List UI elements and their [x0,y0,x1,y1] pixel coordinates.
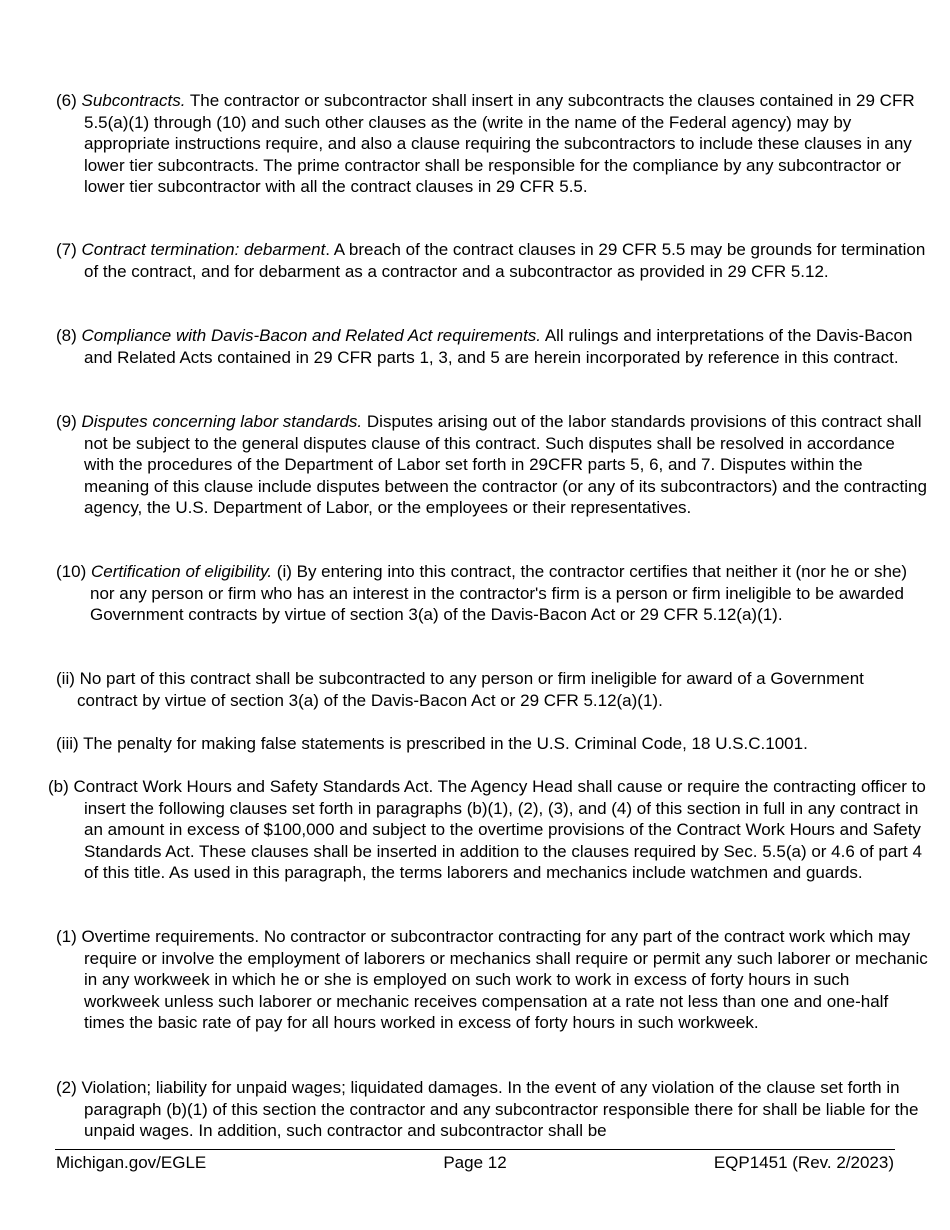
para-label: (10) [56,562,91,581]
paragraph-10-ii [56,668,922,711]
para-label: (6) [56,91,82,110]
para-title: Compliance with Davis-Bacon and Related Act requirements. [81,326,542,345]
footer-left: Michigan.gov/EGLE [56,1153,207,1172]
para-text: (b) Contract Work Hours and Safety Standards Act. The Agency Head shall cause or require the contracting officer to insert the following clauses set forth in paragraphs (b)(1), (2), (3), and (4) of this section in full in any contract in an amount in excess of $100,000 and subject to the overtime provisions of the Contract Work Hours and Safety Standards Act. These clauses shall be inserted in addition to the clauses required by Sec. 5.5(a) or 4.6 of part 4 of this title. As used in this paragraph, the terms laborers and mechanics include watchmen and guards. [48,777,926,883]
para-title: Disputes concerning labor standards. [81,412,363,431]
paragraph-8-davis-bacon-compliance [56,325,929,368]
paragraph-10-certification [56,561,920,626]
para-label: (8) [56,326,82,345]
para-text: (1) Overtime requirements. No contractor or subcontractor contracting for any part of the contract work which may require or involve the employment of laborers or mechanics shall require or permit any such laborer or mechanic in any workweek in which he or she is employed on such work to work in excess of forty hours in such workweek unless such laborer or mechanic receives compensation at a rate not less than one and one-half times the basic rate of pay for all hours worked in excess of forty hours in such workweek. [56,927,928,1033]
para-label: (9) [56,412,82,431]
footer-divider [55,1149,895,1150]
paragraph-b-cwhssa [48,776,937,884]
para-title: Certification of eligibility. [90,562,273,581]
para-text: The contractor or subcontractor shall insert in any subcontracts the clauses contained in 29 CFR 5.5(a)(1) through (10) and such other clauses as the (write in the name of the Federal agency) may by appropriate instructions require, and also a clause requiring the subcontractors to include these clauses in any lower tier subcontracts. The prime contractor shall be responsible for the compliance by any subcontractor or lower tier subcontractor with all the contract clauses in 29 CFR 5.5. [84,91,915,197]
para-text: (2) Violation; liability for unpaid wages; liquidated damages. In the event of any violation of the clause set forth in paragraph (b)(1) of this section the contractor and any subcontractor responsible there for shall be liable for the unpaid wages. In addition, such contractor and subcontractor shall be [56,1078,919,1141]
paragraph-b2-violation [56,1077,929,1142]
para-title: Subcontracts. [81,91,186,110]
para-text: (ii) No part of this contract shall be subcontracted to any person or firm ineligible for award of a Government contract by virtue of section 3(a) of the Davis-Bacon Act or 29 CFR 5.12(a)(1). [56,669,864,710]
para-text: (iii) The penalty for making false statements is prescribed in the U.S. Criminal Code, 18 U.S.C.1001. [56,734,808,753]
para-text: . A breach of the contract clauses in 29 CFR 5.5 may be grounds for termination of the contract, and for debarment as a contractor and a subcontractor as provided in 29 CFR 5.12. [84,240,926,281]
para-text: (i) By entering into this contract, the contractor certifies that neither it (nor he or she) nor any person or firm who has an interest in the contractor's firm is a person or firm ineligible to be awarded Government contracts by virtue of section 3(a) of the Davis-Bacon Act or 29 CFR 5.12(a)(1). [90,562,908,625]
paragraph-9-disputes [56,411,929,519]
para-label: (7) [56,240,82,259]
paragraph-b1-overtime [56,926,929,1034]
footer-page-number: Page 12 [443,1153,507,1172]
paragraph-7-contract-termination [56,239,929,282]
footer-form-number: EQP1451 (Rev. 2/2023) [713,1153,894,1172]
para-text: All rulings and interpretations of the Davis-Bacon and Related Acts contained in 29 CFR parts 1, 3, and 5 are herein incorporated by reference in this contract. [84,326,913,367]
paragraph-6-subcontracts [56,90,929,198]
paragraph-10-iii [56,733,901,755]
para-title: Contract termination: debarment [81,240,326,259]
para-text: Disputes arising out of the labor standards provisions of this contract shall not be subject to the general disputes clause of this contract. Such disputes shall be resolved in accordance with the procedures of the Department of Labor set forth in 29CFR parts 5, 6, and 7. Disputes within the meaning of this clause include disputes between the contractor (or any of its subcontractors) and the contracting agency, the U.S. Department of Labor, or the employees or their representatives. [84,412,927,518]
